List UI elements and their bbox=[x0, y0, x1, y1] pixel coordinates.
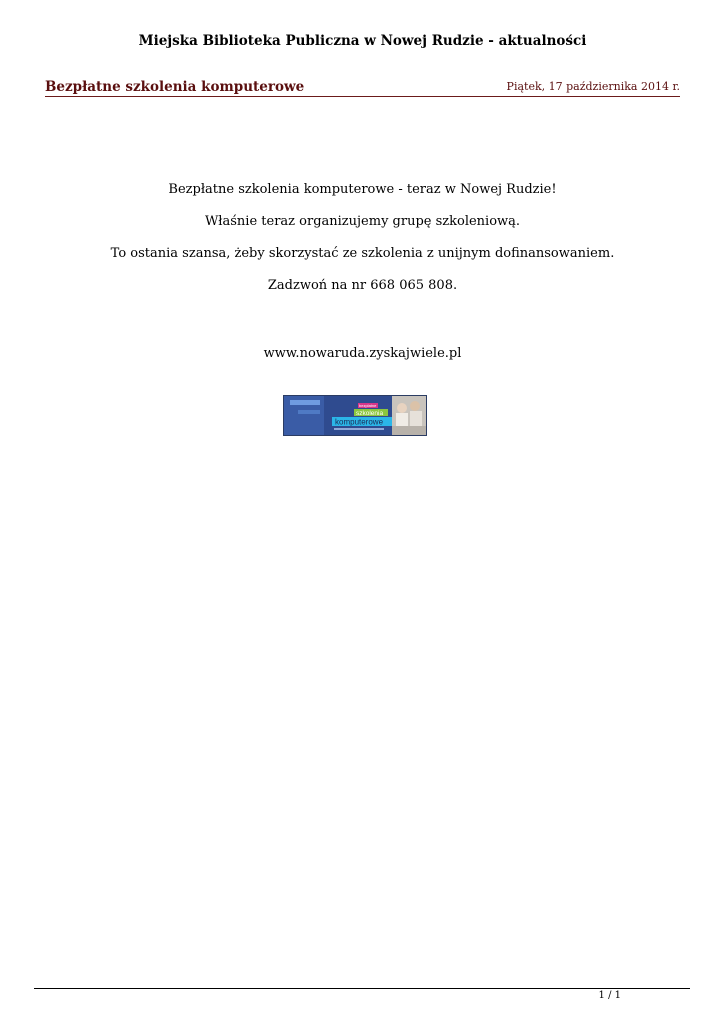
banner-stripe bbox=[298, 410, 320, 414]
banner-desk bbox=[392, 426, 426, 435]
banner-caption-line bbox=[334, 428, 384, 430]
paragraph-group: Właśnie teraz organizujemy grupę szkoleniową. bbox=[204, 214, 521, 229]
article-title: Bezpłatne szkolenia komputerowe bbox=[45, 79, 305, 95]
page-number: 1 / 1 bbox=[598, 990, 621, 1001]
paragraph-chance: To ostania szansa, żeby skorzystać ze szkolenia z unijnym dofinansowaniem. bbox=[110, 246, 615, 261]
paragraph-phone: Zadzwoń na nr 668 065 808. bbox=[267, 278, 458, 293]
site-title: Miejska Biblioteka Publiczna w Nowej Rudzie - aktualności bbox=[138, 33, 587, 49]
article-body bbox=[0, 182, 725, 378]
banner-graphic bbox=[284, 396, 426, 435]
training-banner-image[interactable] bbox=[283, 395, 427, 436]
banner-text-line2: szkolenia bbox=[356, 410, 384, 417]
banner-text-line3: komputerowe bbox=[335, 417, 384, 427]
banner-person-head bbox=[410, 401, 420, 411]
footer-divider bbox=[34, 988, 690, 989]
website-link[interactable]: www.nowaruda.zyskajwiele.pl bbox=[263, 346, 462, 361]
banner-person-head bbox=[397, 403, 407, 413]
article-date: Piątek, 17 października 2014 r. bbox=[506, 80, 680, 93]
paragraph-headline: Bezpłatne szkolenia komputerowe - teraz w Nowej Rudzie! bbox=[168, 182, 557, 197]
banner-text-line1: bezpłatne bbox=[359, 403, 377, 408]
banner-stripe bbox=[290, 400, 320, 405]
article-header bbox=[45, 79, 680, 97]
